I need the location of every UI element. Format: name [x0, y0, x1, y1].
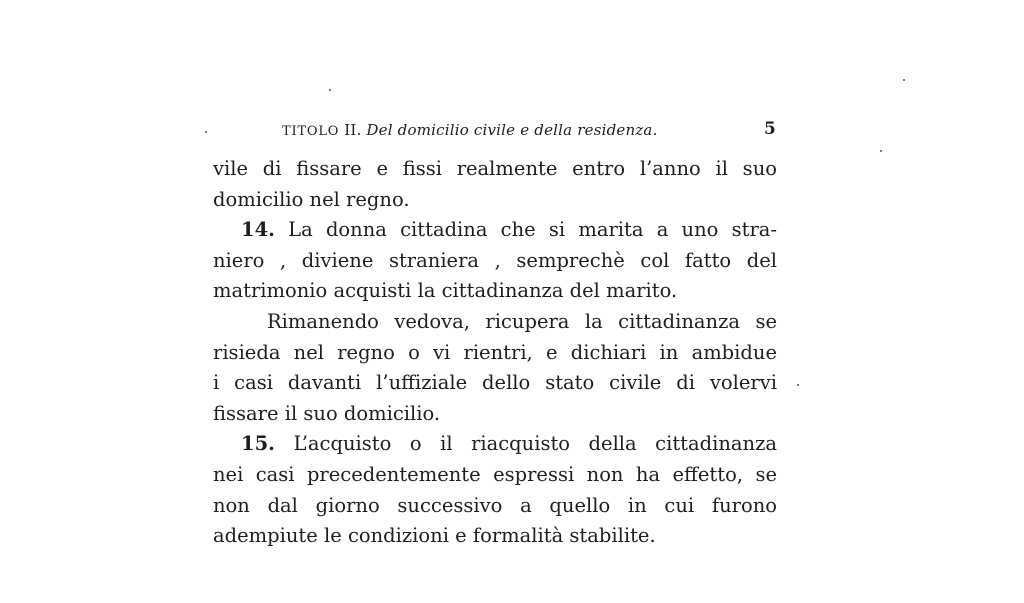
text-line: niero , diviene straniera , semprechè col fatto del — [213, 248, 777, 272]
text-line: nei casi precedentemente espressi non ha effetto, se — [213, 462, 777, 486]
article-number: 14. — [241, 218, 275, 242]
text-line: adempiute le condizioni e formalità stabilite. — [213, 524, 656, 548]
ink-speck — [880, 150, 882, 152]
body-text — [213, 154, 777, 552]
ink-speck — [205, 131, 207, 133]
text-line: non dal giorno successivo a quello in cui furono — [213, 493, 777, 517]
ink-speck — [329, 89, 331, 91]
article-14-first-line — [213, 215, 777, 246]
article-number: 15. — [241, 432, 275, 456]
article-15-first-line — [213, 429, 777, 460]
running-header — [282, 121, 658, 139]
header-title-italic: Del domicilio civile e della residenza. — [366, 121, 658, 139]
ink-speck — [903, 79, 905, 81]
text-line: i casi davanti l’uffiziale dello stato civile di volervi — [213, 371, 777, 395]
ink-speck — [797, 384, 799, 386]
text-line: fissare il suo domicilio. — [213, 401, 441, 425]
header-title-prefix: TITOLO — [282, 124, 340, 139]
page-number: 5 — [764, 119, 776, 139]
header-title-numeral: II. — [344, 121, 362, 139]
text-line: domicilio nel regno. — [213, 187, 410, 211]
text-line: L’acquisto o il riacquisto della cittadinanza — [293, 432, 777, 456]
text-line: matrimonio acquisti la cittadinanza del marito. — [213, 279, 678, 303]
text-line: La donna cittadina che si marita a uno stra- — [288, 218, 777, 242]
text-line: vile di fissare e fissi realmente entro l’anno il suo — [213, 157, 777, 180]
text-line: Rimanendo vedova, ricupera la cittadinanza se — [267, 309, 777, 333]
text-line: risieda nel regno o vi rientri, e dichiari in ambidue — [213, 340, 777, 364]
